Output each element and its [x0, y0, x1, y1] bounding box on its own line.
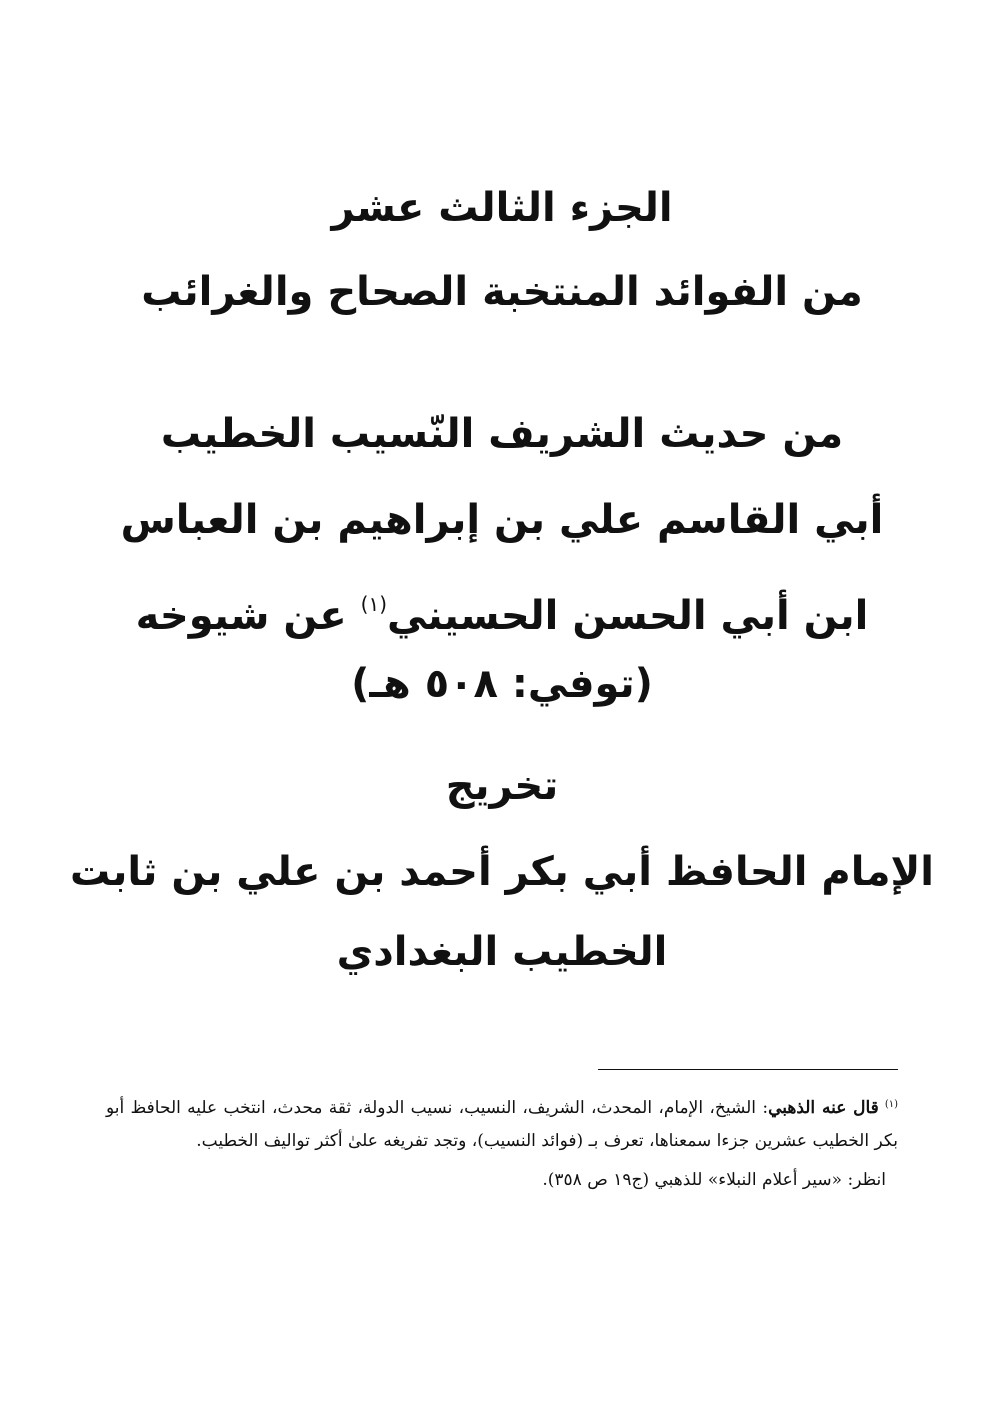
- footnote-mark: (١): [884, 1099, 898, 1110]
- footnote-text: [106, 1088, 898, 1158]
- compiler-line-2: الخطيب البغدادي: [336, 929, 668, 975]
- narrator-line-1: من حديث الشريف النّسيب الخطيب: [160, 411, 844, 457]
- footnote-reference: (١): [360, 592, 387, 616]
- narrator-line-3: [0, 574, 1004, 639]
- narrator-line-2: أبي القاسم علي بن إبراهيم بن العباس: [120, 497, 884, 543]
- footnote-source: انظر: «سير أعلام النبلاء» للذهبي (ج١٩ ص ٣٥٨).: [542, 1170, 886, 1190]
- narrator-line-3-start: ابن أبي الحسن الحسيني: [387, 593, 869, 639]
- footnote-lead: قال عنه الذهبي: [768, 1098, 879, 1118]
- footnote-body: : الشيخ، الإمام، المحدث، الشريف، النسيب، نسيب الدولة، ثقة محدث، انتخب عليه الحافظ أبو بكر الخطيب عشرين جزءا سمعناها، تعرف بـ (فوائد النسيب)، وتجد تفريغه علىٰ أكثر تواليف الخطيب.: [106, 1098, 898, 1151]
- compiler-heading: تخريج: [445, 763, 559, 809]
- footnote: [106, 1088, 898, 1197]
- death-date: (توفي: ٥٠٨ هـ): [351, 661, 653, 707]
- footnote-separator: [598, 1069, 898, 1070]
- work-title: من الفوائد المنتخبة الصحاح والغرائب: [141, 269, 863, 315]
- compiler-line-1: الإمام الحافظ أبي بكر أحمد بن علي بن ثابت: [70, 849, 934, 895]
- part-title: الجزء الثالث عشر: [331, 185, 673, 231]
- narrator-line-3-end: عن شيوخه: [135, 593, 361, 639]
